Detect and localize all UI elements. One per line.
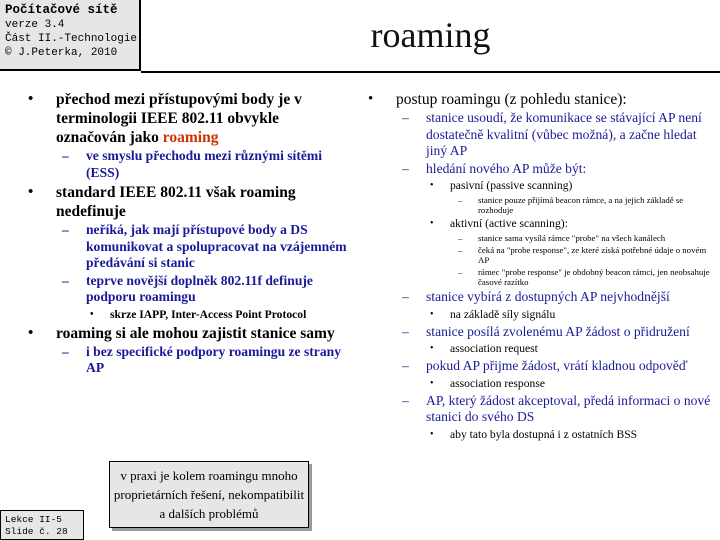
author-label: © J.Peterka, 2010 (5, 47, 118, 59)
step-detail (360, 308, 715, 322)
step-text: stanice posílá zvolenému AP žádost o přidružení (426, 323, 690, 339)
step-2 (360, 161, 715, 288)
sub-bullet (20, 148, 350, 181)
bullet-dot-icon: • (90, 308, 94, 320)
left-column (20, 90, 350, 379)
sub-bullet-text: teprve novější doplněk 802.11f definuje podporu roamingu (86, 272, 313, 304)
bullet-dot-icon: • (28, 91, 34, 107)
step-text: hledání nového AP může být: (426, 160, 587, 176)
scan-detail-text: čeká na "probe response", ze které získá potřebné údaje o novém AP (478, 245, 707, 265)
dash-icon: – (458, 267, 463, 277)
dash-icon: – (402, 110, 409, 125)
bullet-dot-icon: • (430, 180, 434, 191)
bullet-dot-icon: • (430, 218, 434, 229)
header-box (0, 0, 141, 71)
sub-bullet (20, 344, 350, 377)
slide-title: roaming (370, 15, 491, 55)
step-6 (360, 393, 715, 442)
right-column (360, 90, 715, 444)
header-divider (141, 71, 720, 73)
scan-text: aktivní (active scanning): (450, 217, 568, 230)
scan-detail (360, 267, 715, 287)
step-detail (360, 428, 715, 442)
scan-detail-text: rámec "probe response" je obdobný beacon rámci, jen neobsahuje časové razítko (478, 267, 710, 287)
step-detail (360, 377, 715, 391)
sub-bullet (20, 222, 350, 272)
sub-sub-bullet-text: skrze IAPP, Inter-Access Point Protocol (110, 307, 307, 321)
dash-icon: – (402, 289, 409, 304)
dash-icon: – (402, 323, 409, 339)
step-3 (360, 289, 715, 322)
bullet-dot-icon: • (430, 377, 434, 389)
bullet-standard (20, 183, 350, 322)
step-detail-text: na základě síly signálu (450, 307, 556, 321)
scan-detail-text: stanice sama vysílá rámce "probe" na všech kanálech (478, 233, 666, 243)
bullet-dot-icon: • (368, 91, 374, 107)
lesson-label: Lekce II-5 (5, 514, 63, 525)
bullet-station-roaming (20, 324, 350, 377)
scan-detail (360, 195, 715, 215)
version-label: verze 3.4 (5, 19, 65, 31)
step-1 (360, 110, 715, 160)
bullet-dot-icon: • (430, 428, 434, 440)
part-label: Část II.-Technologie (5, 33, 138, 45)
step-detail-text: association response (450, 376, 545, 390)
dash-icon: – (62, 222, 69, 237)
step-text: pokud AP přijme žádost, vrátí kladnou odpověď (426, 358, 688, 373)
scan-detail-text: stanice pouze přijímá beacon rámce, a na jejich základě se rozhoduje (478, 195, 684, 215)
sub-sub-bullet (20, 308, 350, 322)
bullet-dot-icon: • (28, 184, 34, 200)
dash-icon: – (62, 148, 69, 163)
bullet-text: postup roamingu (z pohledu stanice): (396, 91, 627, 108)
practice-note-box: v praxi je kolem roamingu mnoho proprietárních řešení, nekompatibilit a dalších problémů (109, 461, 309, 528)
sub-bullet (20, 273, 350, 322)
bullet-text: roaming si ale mohou zajistit stanice samy (56, 324, 335, 342)
dash-icon: – (402, 392, 409, 408)
scan-text: pasivní (passive scanning) (450, 179, 573, 192)
dash-icon: – (458, 245, 463, 255)
scan-active (360, 217, 715, 287)
dash-icon: – (402, 160, 409, 176)
highlight-term: roaming (162, 129, 219, 146)
dash-icon: – (458, 233, 463, 243)
dash-icon: – (402, 358, 409, 373)
step-detail-text: aby tato byla dostupná i z ostatních BSS (450, 427, 638, 441)
bullet-dot-icon: • (28, 324, 34, 341)
scan-detail (360, 233, 715, 243)
bullet-dot-icon: • (430, 308, 434, 320)
bullet-roaming-definition (20, 90, 350, 181)
step-text: stanice usoudí, že komunikace se stávající AP není dostatečně kvalitní (vůbec možná), a začne hledat jiný AP (426, 110, 702, 158)
dash-icon: – (62, 343, 69, 359)
sub-bullet-text: ve smyslu přechodu mezi různými sítěmi (ESS) (86, 148, 322, 180)
sub-bullet-text: i bez specifické podpory roamingu ze strany AP (86, 343, 341, 375)
step-5 (360, 358, 715, 391)
slide-number: Slide č. 28 (5, 526, 68, 537)
sub-bullet-text: neříká, jak mají přístupové body a DS komunikovat a spolupracovat na vzájemném předávání si stanic (86, 222, 347, 270)
course-title: Počítačové sítě (5, 3, 118, 17)
step-detail (360, 342, 715, 356)
bullet-procedure (360, 90, 715, 442)
step-text: stanice vybírá z dostupných AP nejvhodnější (426, 289, 670, 304)
dash-icon: – (62, 272, 69, 288)
dash-icon: – (458, 195, 463, 205)
scan-detail (360, 245, 715, 265)
step-text: AP, který žádost akceptoval, předá informaci o nové stanici do svého DS (426, 392, 711, 424)
scan-passive (360, 179, 715, 215)
step-4 (360, 324, 715, 357)
step-detail-text: association request (450, 342, 538, 355)
footer-box (0, 510, 84, 540)
bullet-dot-icon: • (430, 343, 434, 354)
bullet-text: standard IEEE 802.11 však roaming nedefinuje (56, 184, 296, 220)
bullet-text: přechod mezi přístupovými body je v terminologii IEEE 802.11 obvykle označován jako (56, 91, 302, 146)
